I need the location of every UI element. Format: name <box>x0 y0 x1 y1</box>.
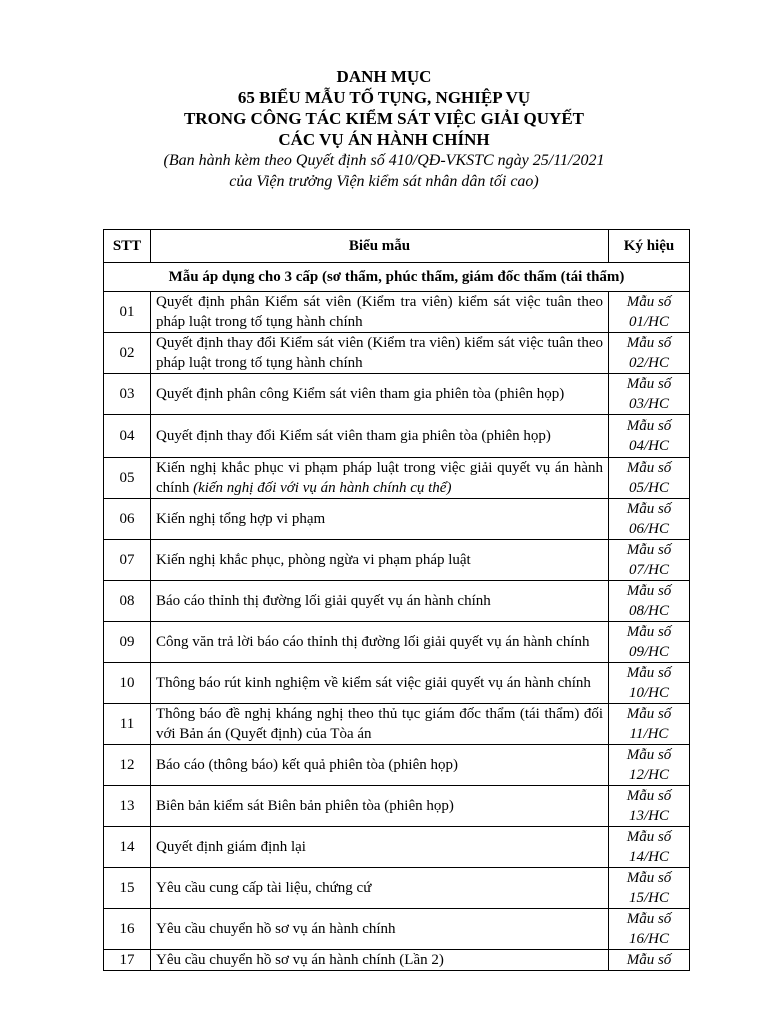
row-stt: 08 <box>104 581 151 622</box>
code-number: 09/HC <box>628 644 669 660</box>
row-form <box>151 827 609 868</box>
header-code: Ký hiệu <box>609 230 690 263</box>
code-label: Mẫu số <box>626 376 672 392</box>
form-name: Yêu cầu cung cấp tài liệu, chứng cứ <box>156 880 372 896</box>
table-row <box>104 333 690 374</box>
table-row <box>104 415 690 458</box>
document-header <box>0 66 768 192</box>
code-label: Mẫu số <box>626 542 672 558</box>
form-name: Yêu cầu chuyển hồ sơ vụ án hành chính <box>156 921 396 937</box>
row-stt: 12 <box>104 745 151 786</box>
row-stt: 14 <box>104 827 151 868</box>
table-row <box>104 499 690 540</box>
row-code <box>609 540 690 581</box>
form-name: Yêu cầu chuyển hồ sơ vụ án hành chính (Lần 2) <box>156 952 444 968</box>
code-number: 14/HC <box>628 849 669 865</box>
row-form <box>151 374 609 415</box>
code-label: Mẫu số <box>626 788 672 804</box>
code-number: 01/HC <box>628 314 669 330</box>
table-header-row <box>104 230 690 263</box>
form-name: Quyết định phân Kiểm sát viên (Kiểm tra viên) kiểm sát việc tuân theo pháp luật trong tố tụng hành chính <box>156 294 603 330</box>
row-stt: 07 <box>104 540 151 581</box>
row-code <box>609 292 690 333</box>
code-label: Mẫu số <box>626 460 672 476</box>
row-form <box>151 415 609 458</box>
table-row <box>104 663 690 704</box>
code-label: Mẫu số <box>626 665 672 681</box>
table-row <box>104 950 690 971</box>
code-label: Mẫu số <box>626 624 672 640</box>
header-form: Biểu mẫu <box>151 230 609 263</box>
section-title: Mẫu áp dụng cho 3 cấp (sơ thẩm, phúc thẩm, giám đốc thẩm (tái thẩm) <box>104 263 690 292</box>
form-name: Báo cáo (thông báo) kết quả phiên tòa (phiên họp) <box>156 757 458 773</box>
table-row <box>104 909 690 950</box>
row-stt: 01 <box>104 292 151 333</box>
code-label: Mẫu số <box>626 501 672 517</box>
table-row <box>104 868 690 909</box>
row-code <box>609 374 690 415</box>
row-code <box>609 581 690 622</box>
code-number: 10/HC <box>628 685 669 701</box>
form-name: Quyết định thay đổi Kiểm sát viên tham gia phiên tòa (phiên họp) <box>156 428 551 444</box>
row-code <box>609 458 690 499</box>
code-label: Mẫu số <box>626 706 672 722</box>
row-stt: 02 <box>104 333 151 374</box>
code-label: Mẫu số <box>626 870 672 886</box>
row-form <box>151 499 609 540</box>
row-form <box>151 663 609 704</box>
code-number: 06/HC <box>628 521 669 537</box>
row-stt: 06 <box>104 499 151 540</box>
code-label: Mẫu số <box>626 952 672 968</box>
form-name: Quyết định thay đổi Kiểm sát viên (Kiểm tra viên) kiểm sát việc tuân theo pháp luật trong tố tụng hành chính <box>156 335 603 371</box>
form-name: Công văn trả lời báo cáo thỉnh thị đường lối giải quyết vụ án hành chính <box>156 634 590 650</box>
form-name: Báo cáo thỉnh thị đường lối giải quyết vụ án hành chính <box>156 593 491 609</box>
row-form <box>151 622 609 663</box>
title-line-1: DANH MỤC <box>336 67 432 86</box>
row-stt: 16 <box>104 909 151 950</box>
row-stt: 11 <box>104 704 151 745</box>
code-number: 11/HC <box>629 726 669 742</box>
form-name: Quyết định phân công Kiểm sát viên tham gia phiên tòa (phiên họp) <box>156 386 565 402</box>
row-code <box>609 868 690 909</box>
row-stt: 05 <box>104 458 151 499</box>
row-code <box>609 622 690 663</box>
row-form <box>151 704 609 745</box>
form-name: Kiến nghị khắc phục, phòng ngừa vi phạm pháp luật <box>156 552 471 568</box>
form-name: Kiến nghị khắc phục vi phạm pháp luật trong việc giải quyết vụ án hành chính <box>156 460 603 496</box>
row-form <box>151 581 609 622</box>
row-form <box>151 909 609 950</box>
code-label: Mẫu số <box>626 294 672 310</box>
row-code <box>609 786 690 827</box>
code-label: Mẫu số <box>626 583 672 599</box>
row-stt: 13 <box>104 786 151 827</box>
code-label: Mẫu số <box>626 747 672 763</box>
row-code <box>609 827 690 868</box>
row-form <box>151 292 609 333</box>
row-code <box>609 745 690 786</box>
code-label: Mẫu số <box>626 829 672 845</box>
code-number: 04/HC <box>628 438 669 454</box>
code-number: 07/HC <box>628 562 669 578</box>
row-form <box>151 333 609 374</box>
row-form <box>151 868 609 909</box>
code-label: Mẫu số <box>626 911 672 927</box>
code-label: Mẫu số <box>626 335 672 351</box>
row-form <box>151 458 609 499</box>
row-code <box>609 950 690 971</box>
code-number: 05/HC <box>628 480 669 496</box>
row-form <box>151 950 609 971</box>
table-row <box>104 745 690 786</box>
forms-table <box>103 229 690 971</box>
table-row <box>104 540 690 581</box>
code-number: 15/HC <box>628 890 669 906</box>
title-line-4: CÁC VỤ ÁN HÀNH CHÍNH <box>278 130 490 149</box>
row-form <box>151 786 609 827</box>
code-number: 16/HC <box>628 931 669 947</box>
row-stt: 10 <box>104 663 151 704</box>
header-stt: STT <box>104 230 151 263</box>
table-row <box>104 292 690 333</box>
table-row <box>104 374 690 415</box>
title-line-2: 65 BIỂU MẪU TỐ TỤNG, NGHIỆP VỤ <box>237 88 531 107</box>
section-row <box>104 263 690 292</box>
table-row <box>104 458 690 499</box>
table-row <box>104 704 690 745</box>
row-form <box>151 745 609 786</box>
form-name: Thông báo rút kinh nghiệm về kiểm sát việc giải quyết vụ án hành chính <box>156 675 591 691</box>
code-number: 13/HC <box>628 808 669 824</box>
row-code <box>609 499 690 540</box>
row-stt: 04 <box>104 415 151 458</box>
table-row <box>104 622 690 663</box>
code-number: 12/HC <box>628 767 669 783</box>
form-name: Quyết định giám định lại <box>156 839 306 855</box>
subtitle-line-1: (Ban hành kèm theo Quyết định số 410/QĐ-VKSTC ngày 25/11/2021 <box>163 152 605 169</box>
code-number: 08/HC <box>628 603 669 619</box>
code-number: 03/HC <box>628 396 669 412</box>
table-row <box>104 786 690 827</box>
code-number: 02/HC <box>628 355 669 371</box>
form-name-note: (kiến nghị đối với vụ án hành chính cụ thể) <box>193 480 452 496</box>
subtitle-line-2: của Viện trưởng Viện kiểm sát nhân dân tối cao) <box>229 173 539 190</box>
row-code <box>609 663 690 704</box>
row-code <box>609 704 690 745</box>
title-line-3: TRONG CÔNG TÁC KIỂM SÁT VIỆC GIẢI QUYẾT <box>183 109 585 128</box>
form-name: Kiến nghị tổng hợp vi phạm <box>156 511 326 527</box>
table-row <box>104 827 690 868</box>
form-name: Thông báo đề nghị kháng nghị theo thủ tục giám đốc thẩm (tái thẩm) đối với Bản án (Quyết định) của Tòa án <box>156 706 603 742</box>
row-code <box>609 415 690 458</box>
row-code <box>609 333 690 374</box>
row-stt: 09 <box>104 622 151 663</box>
row-code <box>609 909 690 950</box>
code-label: Mẫu số <box>626 418 672 434</box>
form-name: Biên bản kiểm sát Biên bản phiên tòa (phiên họp) <box>156 798 454 814</box>
row-stt: 03 <box>104 374 151 415</box>
row-stt: 17 <box>104 950 151 971</box>
row-stt: 15 <box>104 868 151 909</box>
table-row <box>104 581 690 622</box>
row-form <box>151 540 609 581</box>
